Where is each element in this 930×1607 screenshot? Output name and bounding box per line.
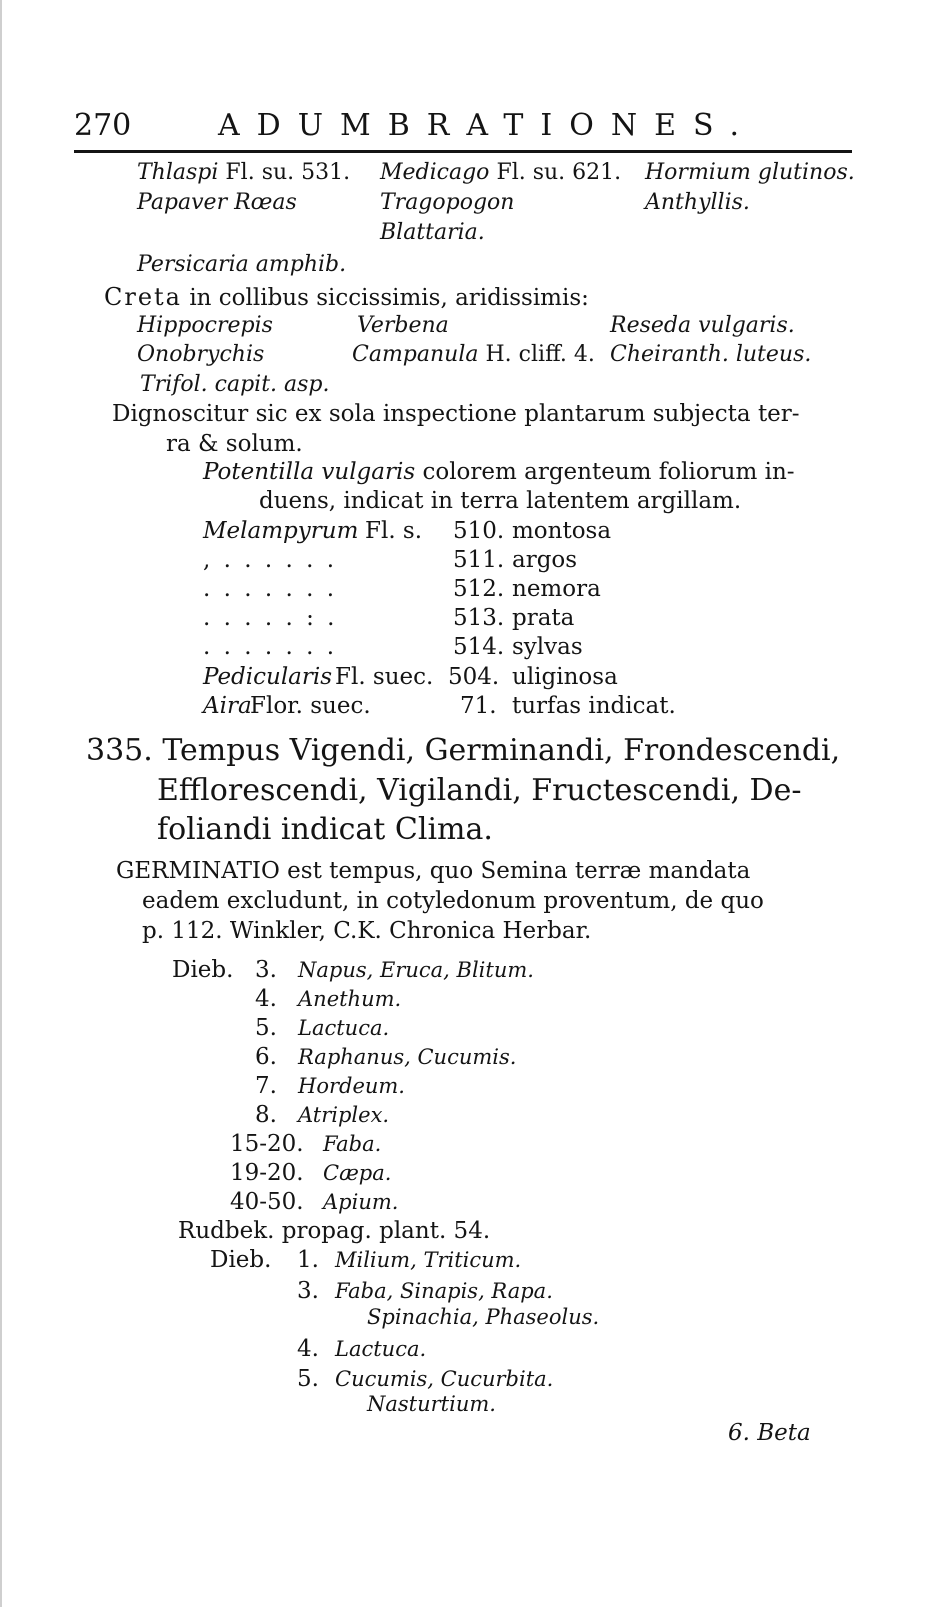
germinatio-line2: eadem excludunt, in cotyledonum proventum, de quo [142,888,764,914]
table1-row2-col3: Anthyllis. [645,190,750,215]
aira-habitat: turfas indicat. [512,693,676,719]
winkler-day: 6. [255,1044,277,1070]
melampyrum-habitat-1: montosa [512,518,612,544]
aira-num: 71. [460,693,497,719]
table2-row1-col1: Hippocrepis [137,313,273,338]
winkler-day: 15-20. [230,1131,304,1157]
winkler-plants: Napus, Eruca, Blitum. [298,958,534,982]
winkler-day: 40-50. [230,1189,304,1215]
table1-row3-col2: Blattaria. [380,220,485,245]
winkler-day: 7. [255,1073,277,1099]
table1-row2-col2: Tragopogon [380,190,515,215]
section-number: 335. [86,733,153,768]
potentilla-line1: Potentilla vulgaris colorem argenteum foliorum in- [203,459,795,485]
running-title: ADUMBRATIONES. [218,108,756,143]
melampyrum-ref-1: Fl. s. [365,518,423,544]
section-335-line1: 335. Tempus Vigendi, Germinandi, Frondescendi, [86,733,841,768]
potentilla-line2: duens, indicat in terra latentem argillam. [259,488,742,514]
melampyrum-dots-5: . . . . . . . [203,634,338,660]
rudbek-day: 4. [297,1336,319,1362]
winkler-plants: Apium. [323,1190,399,1214]
rudbek-plants: Cucumis, Cucurbita. [335,1367,554,1391]
table2-row1-col2: Verbena [357,313,449,338]
winkler-day: 19-20. [230,1160,304,1186]
header-rule [74,150,852,153]
creta-label: Creta [104,283,182,311]
melampyrum-num-4: 513. [453,605,505,631]
aira-ref: Flor. suec. [250,693,371,719]
winkler-day: 5. [255,1015,277,1041]
melampyrum-dots-2: , . . . . . . [203,547,338,573]
dignoscitur-line2: ra & solum. [166,431,303,457]
table1-row1-col3: Hormium glutinos. [645,160,855,185]
melampyrum-habitat-5: sylvas [512,634,583,660]
rudbek-plants: Faba, Sinapis, Rapa. [335,1279,553,1303]
melampyrum-num-1: 510. [453,518,505,544]
table1-row1-col1: Thlaspi Fl. su. 531. [137,160,351,185]
creta-line: Creta in collibus siccissimis, aridissimis: [104,283,589,311]
rudbek-plants-cont: Spinachia, Phaseolus. [367,1305,600,1329]
winkler-plants: Faba. [323,1132,382,1156]
winkler-dieb-label: Dieb. [172,957,234,983]
table2-row2-col2: Campanula H. cliff. 4. [352,342,595,367]
table1-row2-col1: Papaver Rœas [137,190,297,215]
dignoscitur-line1: Dignoscitur sic ex sola inspectione plantarum subjecta ter- [112,401,800,427]
table2-row2-col3: Cheiranth. luteus. [610,342,812,367]
winkler-day: 3. [255,957,277,983]
winkler-plants: Lactuca. [298,1016,390,1040]
section-335-line2: Efflorescendi, Vigilandi, Fructescendi, De- [157,773,802,808]
pedicularis-habitat: uliginosa [512,664,618,690]
winkler-plants: Raphanus, Cucumis. [298,1045,517,1069]
melampyrum-dots-3: . . . . . . . [203,576,338,602]
rudbek-day: 3. [297,1278,319,1304]
winkler-plants: Cæpa. [323,1161,392,1185]
winkler-day: 4. [255,986,277,1012]
rudbek-plants-cont: Nasturtium. [367,1392,496,1416]
melampyrum-dots-4: . . . . . : . [203,605,338,631]
rudbek-dieb-label: Dieb. [210,1247,272,1273]
rudbek-reference: Rudbek. propag. plant. 54. [178,1218,491,1244]
melampyrum-num-2: 511. [453,547,505,573]
pedicularis-num: 504. [448,664,500,690]
rudbek-day: 5. [297,1366,319,1392]
rudbek-day: 1. [297,1247,319,1273]
table2-row3-col1: Trifol. capit. asp. [140,372,330,397]
melampyrum-habitat-3: nemora [512,576,601,602]
winkler-plants: Atriplex. [298,1103,390,1127]
table2-row1-col3: Reseda vulgaris. [610,313,795,338]
table2-row2-col1: Onobrychis [137,342,265,367]
winkler-plants: Hordeum. [298,1074,405,1098]
table1-row4-col1: Persicaria amphib. [137,252,347,277]
rudbek-plants: Lactuca. [335,1337,427,1361]
germinatio-line3: p. 112. Winkler, C.K. Chronica Herbar. [142,918,592,944]
melampyrum-num-5: 514. [453,634,505,660]
table1-row1-col2: Medicago Fl. su. 621. [380,160,622,185]
winkler-plants: Anethum. [298,987,402,1011]
melampyrum-row-1: Melampyrum [203,518,359,544]
aira-name: Aira [203,693,252,719]
germinatio-line1: GERMINATIO est tempus, quo Semina terræ mandata [116,858,751,884]
winkler-day: 8. [255,1102,277,1128]
melampyrum-habitat-2: argos [512,547,578,573]
pedicularis-name: Pedicularis [203,664,333,690]
page-edge-shadow [0,0,2,1607]
melampyrum-num-3: 512. [453,576,505,602]
catchword: 6. Beta [728,1420,811,1446]
melampyrum-habitat-4: prata [512,605,575,631]
pedicularis-ref: Fl. suec. [335,664,434,690]
rudbek-plants: Milium, Triticum. [335,1248,522,1272]
section-335-line3: foliandi indicat Clima. [157,812,493,847]
page-number: 270 [74,108,132,143]
